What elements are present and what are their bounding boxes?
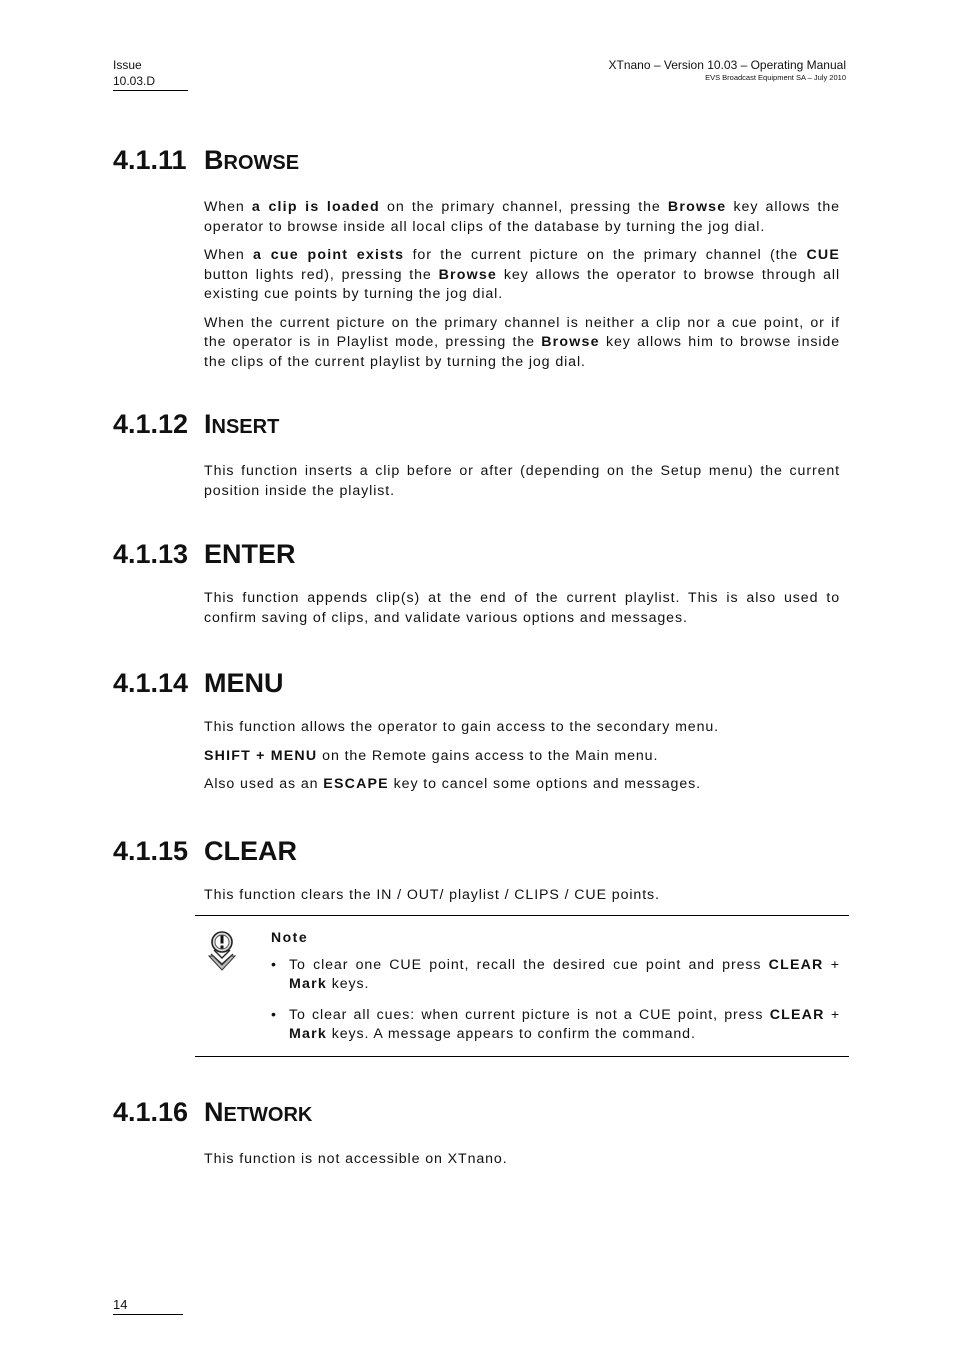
header-title-block	[609, 57, 847, 83]
issue-number: 10.03.D	[113, 74, 156, 88]
section-number: 4.1.11	[113, 145, 187, 175]
menu-paragraph-1: This function allows the operator to gain access to the secondary menu.	[204, 719, 719, 735]
heading-enter: 4.1.13 ENTER	[113, 539, 296, 569]
menu-paragraph-2: SHIFT + MENU on the Remote gains access to the Main menu.	[204, 747, 659, 764]
insert-paragraph: This function inserts a clip before or after (depending on the Setup menu) the current position inside the playlist.	[204, 463, 840, 499]
browse-paragraph-3: When the current picture on the primary channel is neither a clip nor a cue point, or if the operator is in Playlist mode, pressing the Browse key allows him to browse inside the clips of the current playlist by turning the jog dial.	[204, 314, 841, 370]
note-list	[271, 956, 840, 1044]
heading-network: 4.1.16 NETWORK	[113, 1097, 313, 1127]
network-paragraph: This function is not accessible on XTnano.	[204, 1151, 508, 1167]
section-clear	[113, 834, 840, 915]
section-browse	[113, 143, 840, 381]
heading-initial: B	[204, 145, 224, 175]
note-item-1: • To clear one CUE point, recall the desired cue point and press CLEAR + Mark keys.	[271, 957, 840, 992]
enter-paragraph: This function appends clip(s) at the end of the current playlist. This is also used to confirm saving of clips, and validate various options and messages.	[204, 590, 840, 626]
heading-insert: 4.1.12 INSERT	[113, 409, 280, 439]
browse-paragraph-1: When a clip is loaded on the primary channel, pressing the Browse key allows the operator to browse inside all local clips of the database by turning the jog dial.	[204, 199, 840, 235]
note-icon	[205, 928, 239, 972]
document-subtitle: EVS Broadcast Equipment SA – July 2010	[705, 73, 846, 82]
heading-clear: 4.1.15 CLEAR	[113, 836, 297, 866]
note-title: Note	[271, 929, 309, 945]
browse-paragraph-2: When a cue point exists for the current picture on the primary channel (the CUE button lights red), pressing the Browse key allows the operator to browse through all existing cue points by turning the jog dial.	[204, 247, 841, 302]
header-issue	[113, 57, 188, 91]
heading-rest: ROWSE	[223, 152, 300, 174]
page-number: 14	[113, 1296, 183, 1315]
note-box	[195, 915, 849, 1057]
heading-menu: 4.1.14 MENU	[113, 668, 284, 698]
clear-paragraph: This function clears the IN / OUT/ playlist / CLIPS / CUE points.	[204, 887, 660, 903]
section-enter	[113, 537, 840, 637]
heading-browse	[113, 143, 840, 180]
menu-paragraph-3: Also used as an ESCAPE key to cancel some options and messages.	[204, 776, 701, 792]
section-menu	[113, 666, 840, 804]
issue-label: Issue	[113, 58, 142, 72]
section-network	[113, 1095, 840, 1179]
note-item-2: • To clear all cues: when current picture is not a CUE point, press CLEAR + Mark keys. A message appears to confirm the command.	[271, 1007, 840, 1042]
document-title: XTnano – Version 10.03 – Operating Manual	[608, 58, 846, 72]
section-insert	[113, 407, 840, 510]
